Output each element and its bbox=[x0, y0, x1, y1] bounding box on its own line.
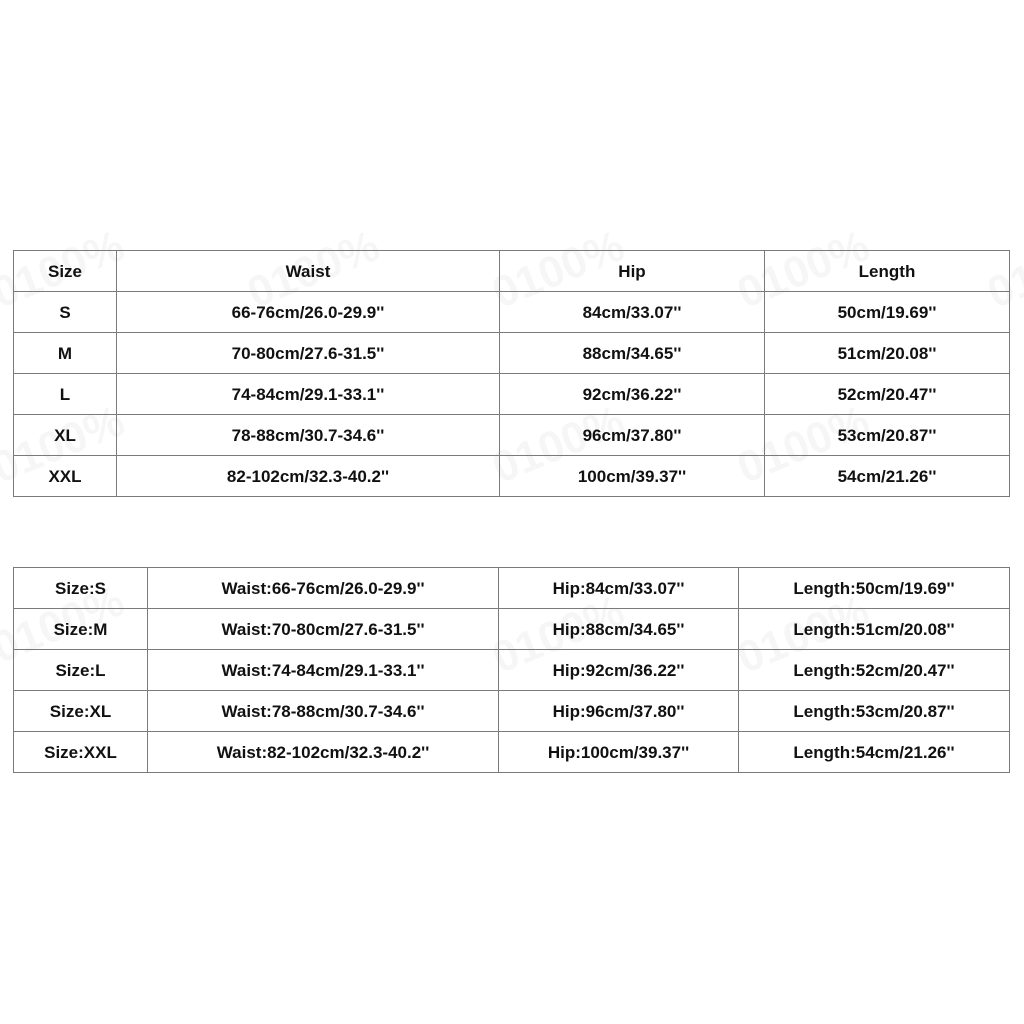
header-cell-size: Size bbox=[14, 251, 117, 292]
table-cell-hip: Hip:92cm/36.22'' bbox=[499, 650, 739, 691]
table-cell-hip: Hip:96cm/37.80'' bbox=[499, 691, 739, 732]
table-cell-hip: Hip:84cm/33.07'' bbox=[499, 568, 739, 609]
table-cell-length: Length:51cm/20.08'' bbox=[739, 609, 1010, 650]
table-cell-waist: Waist:74-84cm/29.1-33.1'' bbox=[148, 650, 499, 691]
table-cell-length: Length:50cm/19.69'' bbox=[739, 568, 1010, 609]
table-cell-waist: 66-76cm/26.0-29.9'' bbox=[117, 292, 500, 333]
table-cell-size: XL bbox=[14, 415, 117, 456]
table-cell-hip: 92cm/36.22'' bbox=[500, 374, 765, 415]
table-row bbox=[14, 456, 1010, 497]
table-cell-hip: Hip:88cm/34.65'' bbox=[499, 609, 739, 650]
table-cell-waist: 78-88cm/30.7-34.6'' bbox=[117, 415, 500, 456]
table-cell-size: Size:L bbox=[14, 650, 148, 691]
table-cell-hip: 100cm/39.37'' bbox=[500, 456, 765, 497]
table-cell-length: 50cm/19.69'' bbox=[765, 292, 1010, 333]
header-cell-length: Length bbox=[765, 251, 1010, 292]
table-row bbox=[14, 691, 1010, 732]
table-cell-length: Length:54cm/21.26'' bbox=[739, 732, 1010, 773]
table-row bbox=[14, 732, 1010, 773]
table-cell-size: Size:M bbox=[14, 609, 148, 650]
table-cell-hip: 96cm/37.80'' bbox=[500, 415, 765, 456]
table-row bbox=[14, 292, 1010, 333]
table-cell-size: Size:XL bbox=[14, 691, 148, 732]
table-cell-size: S bbox=[14, 292, 117, 333]
table-header-row bbox=[14, 251, 1010, 292]
size-chart-table bbox=[13, 250, 1010, 497]
table-cell-length: 52cm/20.47'' bbox=[765, 374, 1010, 415]
table-row bbox=[14, 415, 1010, 456]
table-cell-length: Length:52cm/20.47'' bbox=[739, 650, 1010, 691]
table-row bbox=[14, 374, 1010, 415]
table-cell-waist: Waist:82-102cm/32.3-40.2'' bbox=[148, 732, 499, 773]
header-cell-hip: Hip bbox=[500, 251, 765, 292]
table-cell-length: 53cm/20.87'' bbox=[765, 415, 1010, 456]
table-cell-waist: Waist:78-88cm/30.7-34.6'' bbox=[148, 691, 499, 732]
table-cell-size: M bbox=[14, 333, 117, 374]
table-cell-hip: Hip:100cm/39.37'' bbox=[499, 732, 739, 773]
table-cell-length: 54cm/21.26'' bbox=[765, 456, 1010, 497]
table-cell-waist: Waist:70-80cm/27.6-31.5'' bbox=[148, 609, 499, 650]
table-row bbox=[14, 609, 1010, 650]
table-cell-hip: 84cm/33.07'' bbox=[500, 292, 765, 333]
table-row bbox=[14, 650, 1010, 691]
table-cell-size: Size:S bbox=[14, 568, 148, 609]
header-cell-waist: Waist bbox=[117, 251, 500, 292]
table-cell-waist: 82-102cm/32.3-40.2'' bbox=[117, 456, 500, 497]
table-cell-waist: 70-80cm/27.6-31.5'' bbox=[117, 333, 500, 374]
table-cell-waist: Waist:66-76cm/26.0-29.9'' bbox=[148, 568, 499, 609]
table-cell-hip: 88cm/34.65'' bbox=[500, 333, 765, 374]
table-row bbox=[14, 568, 1010, 609]
table-cell-size: Size:XXL bbox=[14, 732, 148, 773]
table-row bbox=[14, 333, 1010, 374]
size-chart-labeled-table bbox=[13, 567, 1010, 773]
table-cell-length: 51cm/20.08'' bbox=[765, 333, 1010, 374]
table-cell-waist: 74-84cm/29.1-33.1'' bbox=[117, 374, 500, 415]
table-cell-size: XXL bbox=[14, 456, 117, 497]
table-cell-length: Length:53cm/20.87'' bbox=[739, 691, 1010, 732]
table-cell-size: L bbox=[14, 374, 117, 415]
